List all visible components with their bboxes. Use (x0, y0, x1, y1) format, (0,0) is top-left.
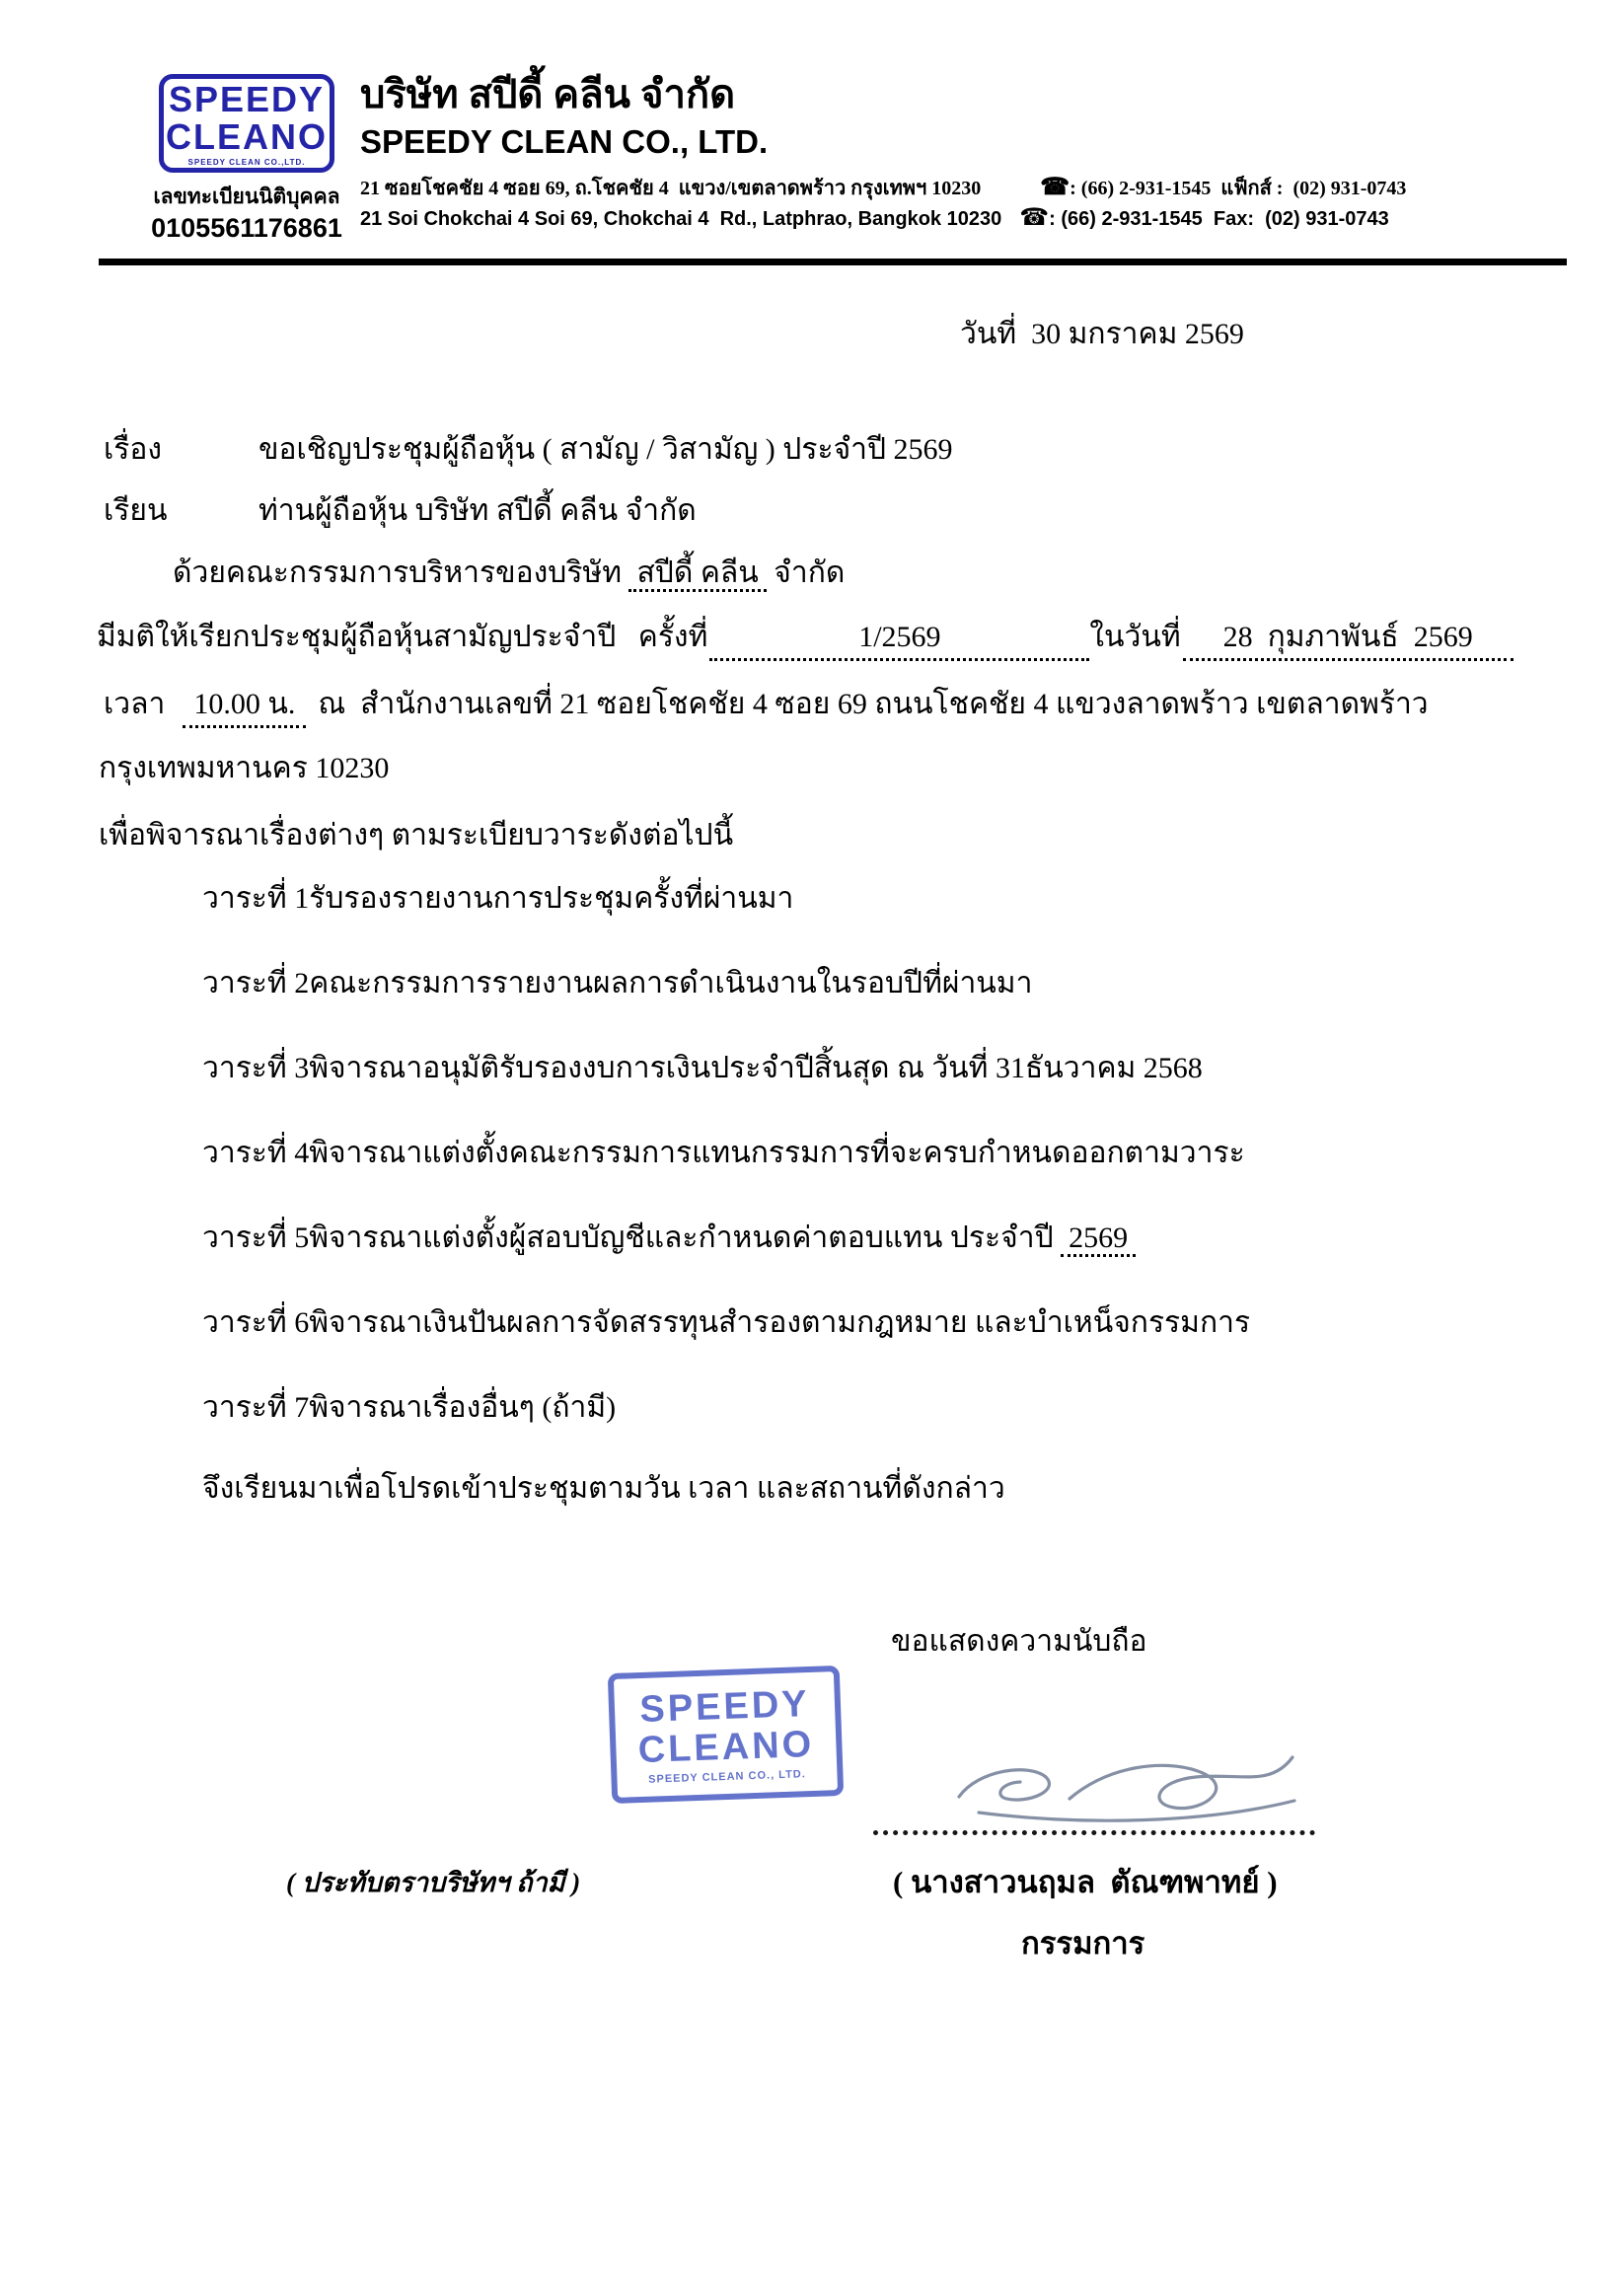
agenda-item-2 (0, 963, 1624, 1004)
agenda-text: พิจารณาแต่งตั้งผู้สอบบัญชีและกำหนดค่าตอบแทน ประจำปี (309, 1222, 1062, 1254)
company-logo (159, 74, 334, 173)
letterhead-divider (99, 259, 1567, 265)
stamp-word-speedy: SPEEDY (638, 1682, 811, 1731)
agenda-item-5 (0, 1218, 1624, 1259)
resolution-mid: ในวันที่ (1089, 621, 1181, 653)
to-label: เรียน (104, 494, 168, 527)
to-text: ท่านผู้ถือหุ้น บริษัท สปีดี้ คลีน จำกัด (258, 494, 697, 527)
signer-title: กรรมการ (1021, 1926, 1145, 1961)
stamp-word-cleano: CLEANO (637, 1723, 815, 1771)
letterhead-logo-column (128, 74, 365, 243)
logo-word-cleano: CLEANO (166, 115, 328, 157)
to-line (0, 490, 1624, 532)
agenda-item-3 (0, 1048, 1624, 1089)
telephone-icon: ☎ (1040, 175, 1070, 200)
venue-text: ณ สำนักงานเลขที่ 21 ซอยโชคชัย 4 ซอย 69 ถนนโชคชัย 4 แขวงลาดพร้าว เขตลาดพร้าว (318, 688, 1429, 720)
company-name-en: SPEEDY CLEAN CO., LTD. (360, 123, 769, 160)
intro-line (0, 553, 1624, 594)
stamp-note: ( ประทับตราบริษัทฯ ถ้ามี ) (286, 1868, 581, 1897)
agenda-item-1 (0, 878, 1624, 920)
agenda-number: วาระที่ 2 (202, 967, 310, 1000)
agenda-number: วาระที่ 4 (202, 1137, 310, 1169)
agenda-number: วาระที่ 3 (202, 1052, 310, 1084)
meeting-time-fill: 10.00 น. (183, 684, 306, 728)
time-venue-line (0, 684, 1624, 728)
signature-dotted-line (873, 1786, 1315, 1835)
logo-word-speedy: SPEEDY (168, 78, 326, 119)
agenda-number: วาระที่ 7 (202, 1391, 310, 1424)
closing-salute: ขอแสดงความนับถือ (891, 1625, 1147, 1658)
address-line-en (360, 204, 1406, 233)
agenda-text: พิจารณาเรื่องอื่นๆ (ถ้ามี) (309, 1391, 617, 1424)
agenda-text: คณะกรรมการรายงานผลการดำเนินงานในรอบปีที่ผ่านมา (309, 967, 1033, 1000)
agenda-text: พิจารณาเงินปันผลการจัดสรรทุนสำรองตามกฎหมาย และบำเหน็จกรรมการ (309, 1306, 1251, 1339)
agenda-item-6 (0, 1302, 1624, 1344)
phone-en: : (66) 2-931-1545 Fax: (02) 931-0743 (1049, 208, 1389, 230)
intro-company-underlined: สปีดี้ คลีน (628, 556, 766, 592)
registration-number: 0105561176861 (151, 213, 342, 243)
venue-line-2: กรุงเทพมหานคร 10230 (99, 752, 390, 784)
agenda-text: พิจารณาอนุมัติรับรองงบการเงินประจำปีสิ้นสุด ณ วันที่ 31ธันวาคม 2568 (309, 1052, 1203, 1084)
agenda-text: รับรองรายงานการประชุมครั้งที่ผ่านมา (309, 882, 794, 915)
address-line-th (360, 174, 1406, 202)
agenda-number: วาระที่ 5 (202, 1222, 310, 1254)
stamp-subtext: SPEEDY CLEAN CO., LTD. (647, 1767, 807, 1786)
telephone-icon: ☎ (1019, 204, 1050, 231)
closing-request: จึงเรียนมาเพื่อโปรดเข้าประชุมตามวัน เวลา และสถานที่ดังกล่าว (202, 1472, 1005, 1505)
agenda-number: วาระที่ 6 (202, 1306, 310, 1339)
address-th: 21 ซอยโชคชัย 4 ซอย 69, ถ.โชคชัย 4 แขวง/เขตลาดพร้าว กรุงเทพฯ 10230 (360, 178, 982, 199)
company-name-th: บริษัท สปีดี้ คลีน จำกัด (360, 72, 736, 116)
registration-label: เลขทะเบียนนิติบุคคล (153, 185, 340, 208)
meeting-date-fill: 28 กุมภาพันธ์ 2569 (1183, 617, 1513, 661)
intro-suffix: จำกัด (766, 556, 846, 589)
agenda-item-4 (0, 1133, 1624, 1174)
date-line: วันที่ 30 มกราคม 2569 (960, 318, 1244, 350)
subject-line (0, 429, 1624, 471)
resolution-prefix: มีมติให้เรียกประชุมผู้ถือหุ้นสามัญประจำปี ครั้งที่ (97, 621, 708, 653)
company-stamp (608, 1666, 844, 1804)
agenda-year-underlined: 2569 (1061, 1222, 1136, 1257)
logo-subtext: SPEEDY CLEAN CO.,LTD. (187, 157, 306, 167)
time-label: เวลา (104, 688, 166, 720)
agenda-number: วาระที่ 1 (202, 882, 310, 915)
agenda-text: พิจารณาแต่งตั้งคณะกรรมการแทนกรรมการที่จะครบกำหนดออกตามวาระ (309, 1137, 1245, 1169)
subject-label: เรื่อง (104, 433, 163, 466)
signer-name: ( นางสาวนฤมล ตัณฑพาทย์ ) (893, 1865, 1278, 1899)
meeting-number-fill: 1/2569 (709, 617, 1089, 661)
address-en: 21 Soi Chokchai 4 Soi 69, Chokchai 4 Rd., Latphrao, Bangkok 10230 (360, 208, 1002, 230)
agenda-item-7 (0, 1387, 1624, 1429)
phone-th: : (66) 2-931-1545 แฟ็กส์ : (02) 931-0743 (1070, 178, 1407, 199)
agenda-intro: เพื่อพิจารณาเรื่องต่างๆ ตามระเบียบวาระดังต่อไปนี้ (99, 819, 734, 852)
letterhead-text (360, 71, 1406, 233)
intro-prefix: ด้วยคณะกรรมการบริหารของบริษัท (173, 556, 629, 589)
resolution-line (0, 617, 1624, 661)
subject-text: ขอเชิญประชุมผู้ถือหุ้น ( สามัญ / วิสามัญ ) ประจำปี 2569 (258, 433, 953, 466)
